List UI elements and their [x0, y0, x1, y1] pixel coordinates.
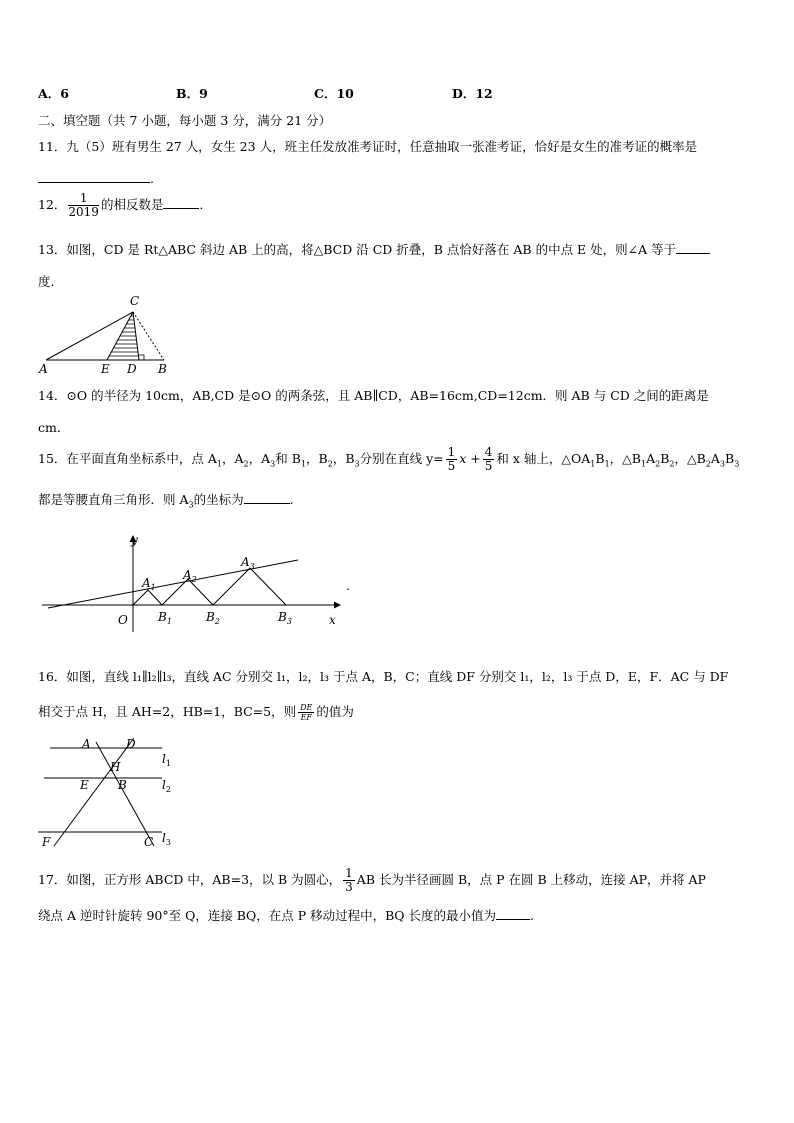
question-11-blank-line: .: [38, 170, 154, 186]
label-a2-sub: 2: [191, 575, 197, 584]
sub: 1: [640, 459, 647, 469]
sub: 3: [719, 459, 725, 469]
line-y-1-5x-4-5: [48, 560, 298, 608]
triangle-chain: [133, 568, 286, 605]
numerator: 1: [345, 866, 353, 880]
label-l1-letter: l: [162, 752, 166, 766]
question-15: [38, 446, 739, 473]
sub: 1: [604, 459, 610, 469]
question-text: 的相反数是: [100, 197, 164, 212]
denominator: 2019: [68, 205, 99, 219]
question-13: [38, 240, 710, 258]
label-l3-sub: 3: [165, 838, 171, 847]
denominator: EF: [300, 713, 312, 722]
label-l2-letter: l: [162, 778, 166, 792]
label-a3-sub: 3: [249, 562, 255, 571]
sub: 2: [705, 459, 711, 469]
question-13-line2: 度.: [38, 274, 55, 289]
label-c: C: [144, 835, 154, 849]
option-d: D．12: [452, 86, 493, 101]
label-b2-sub: 2: [214, 617, 220, 626]
label-b3-sub: 3: [286, 617, 292, 626]
question-number: 12．: [38, 197, 67, 212]
label-h: H: [110, 760, 121, 774]
text: ，△B: [609, 451, 641, 466]
figure-15: [38, 528, 358, 638]
label-b: B: [118, 778, 127, 792]
label-c: C: [130, 294, 140, 308]
line-ac: [96, 742, 154, 846]
text: 分别在直线 y=: [359, 451, 444, 466]
sub: 2: [243, 459, 249, 469]
label-o: O: [118, 613, 128, 627]
denominator: 5: [447, 459, 456, 473]
text: 15．在平面直角坐标系中，点 A: [38, 451, 217, 466]
question-17-line2: [38, 906, 534, 924]
question-11: 11．九（5）班有男生 27 人，女生 23 人，班主任发放准考证时，任意抽取一张准考证，恰好是女生的准考证的概率是: [38, 139, 698, 154]
section-title: 二、填空题（共 7 小题，每小题 3 分，满分 21 分）: [38, 113, 332, 128]
text: 的坐标为: [193, 492, 244, 507]
label-b: B: [158, 362, 167, 374]
label-a1-sub: 1: [150, 583, 156, 592]
text: ，A: [222, 451, 244, 466]
label-b1: [157, 610, 172, 626]
label-a1-letter: A: [142, 576, 151, 590]
question-14-line2: cm．: [38, 420, 70, 435]
text: 都是等腰直角三角形．则 A: [38, 492, 189, 507]
label-b1-letter: B: [158, 610, 167, 624]
question-15-line2: [38, 490, 294, 510]
figure-13: [36, 292, 176, 374]
label-b1-sub: 1: [166, 617, 172, 626]
option-a: A．6: [38, 86, 69, 101]
figure-16: [34, 734, 184, 852]
sub: 2: [655, 459, 661, 469]
text: A: [710, 451, 720, 466]
trailing-dot: .: [346, 579, 350, 593]
fraction-de-ef: [298, 703, 314, 722]
fraction-1-3: [343, 867, 355, 894]
label-l2: [162, 778, 171, 794]
label-a3-letter: A: [241, 555, 250, 569]
option-c: C．10: [314, 86, 354, 101]
label-d: D: [127, 362, 137, 374]
question-14: 14．⊙O 的半径为 10cm，AB,CD 是⊙O 的两条弦，且 AB∥CD，AB=16cm,CD=12cm．则 AB 与 CD 之间的距离是: [38, 388, 709, 403]
denominator: 5: [484, 459, 493, 473]
label-a2: [182, 568, 197, 584]
question-text: 13．如图，CD 是 Rt△ABC 斜边 AB 上的高，将△BCD 沿 CD 折叠，B 点恰好落在 AB 的中点 E 处，则∠A 等于: [38, 242, 677, 257]
fraction: [68, 192, 99, 219]
period: ．: [199, 197, 212, 212]
text: ，B: [306, 451, 328, 466]
sub: 3: [354, 459, 360, 469]
line-df: [54, 738, 134, 846]
label-y: y: [131, 533, 138, 547]
text: AB 长为半径画圆 B，点 P 在圆 B 上移动，连接 AP，并将 AP: [356, 872, 706, 887]
label-b2: [205, 610, 220, 626]
period: .: [530, 908, 534, 923]
label-a: A: [39, 362, 48, 374]
denominator: 3: [345, 880, 353, 894]
label-a1: [141, 576, 156, 592]
question-16: 16．如图，直线 l₁∥l₂∥l₃，直线 AC 分别交 l₁，l₂，l₃ 于点 A，B，C；直线 DF 分别交 l₁，l₂，l₃ 于点 D，E，F．AC 与 DF: [38, 669, 729, 684]
sub: 3: [270, 459, 276, 469]
right-angle-mark: [139, 355, 144, 360]
label-e: E: [101, 362, 110, 374]
text: ，A: [248, 451, 271, 466]
numerator: 4: [484, 445, 493, 459]
hatched-region: [96, 316, 146, 356]
sub: 2: [327, 459, 333, 469]
numerator: DE: [300, 703, 313, 712]
text: ，△B: [674, 451, 706, 466]
label-b3: [277, 610, 292, 626]
label-l1: [162, 752, 171, 768]
label-f: F: [42, 835, 51, 849]
question-17: [38, 867, 706, 894]
fraction-4-5: [483, 446, 495, 473]
text: 17．如图，正方形 ABCD 中，AB=3，以 B 为圆心，: [38, 872, 342, 887]
text: 相交于点 H，且 AH=2，HB=1，BC=5，则: [38, 704, 297, 719]
label-l3-letter: l: [162, 831, 166, 845]
fraction-1-5: [446, 446, 458, 473]
text: 和 B: [275, 451, 301, 466]
sub: 1: [300, 459, 307, 469]
text: B: [660, 451, 670, 466]
label-x: x: [329, 613, 336, 627]
text: A: [646, 451, 656, 466]
label-d: D: [126, 737, 136, 751]
answer-blank: [163, 196, 199, 209]
label-e: E: [80, 778, 89, 792]
text: B: [725, 451, 735, 466]
numerator: 1: [447, 445, 456, 459]
label-a2-letter: A: [183, 568, 192, 582]
answer-blank: [244, 491, 290, 504]
numerator: 1: [68, 192, 99, 206]
text: 绕点 A 逆时针旋转 90°至 Q，连接 BQ，在点 P 移动过程中，BQ 长度的最小值为: [38, 908, 496, 923]
label-l1-sub: 1: [165, 759, 171, 768]
text: 的值为: [316, 704, 354, 719]
label-a3: [240, 555, 255, 571]
text: B: [595, 451, 605, 466]
sub: 1: [590, 459, 596, 469]
sub: 1: [216, 459, 223, 469]
answer-blank: [496, 907, 530, 920]
sub: 3: [734, 459, 740, 469]
text: ，B: [332, 451, 355, 466]
label-a: A: [82, 737, 91, 751]
period: .: [289, 492, 294, 507]
question-16-line2: [38, 702, 354, 722]
label-l3: [162, 831, 171, 847]
option-b: B．9: [176, 86, 208, 101]
sub: 3: [188, 500, 194, 510]
answer-blank: [38, 170, 150, 183]
text: 和 x 轴上，△OA: [496, 451, 591, 466]
label-b3-letter: B: [278, 610, 287, 624]
text: x +: [459, 451, 481, 466]
label-l2-sub: 2: [165, 785, 171, 794]
answer-blank: [676, 241, 710, 254]
label-b2-letter: B: [206, 610, 215, 624]
sub: 2: [669, 459, 675, 469]
question-12: [38, 192, 212, 219]
